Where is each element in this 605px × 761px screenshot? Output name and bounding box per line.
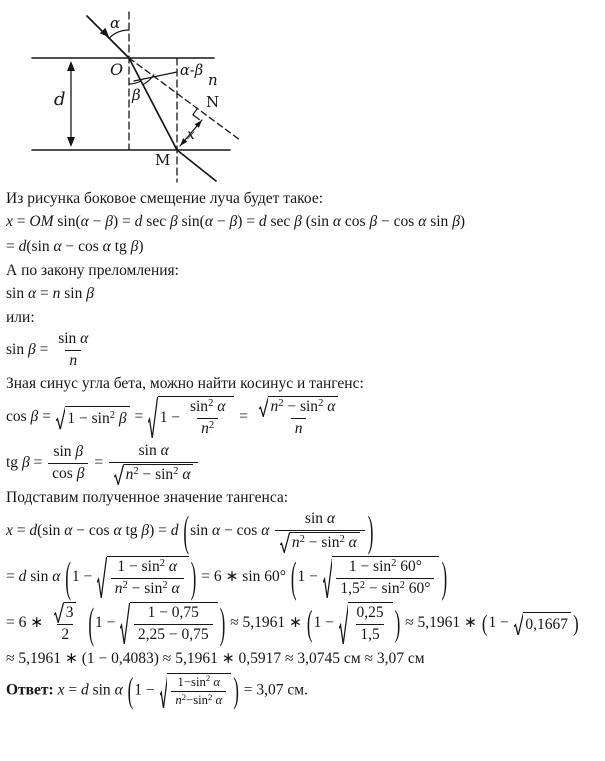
point-n-label: N <box>206 93 220 111</box>
denominator <box>134 624 213 645</box>
parenthesis: ( <box>183 507 190 556</box>
math-variable: β <box>130 238 139 256</box>
math-variable: d <box>18 568 27 586</box>
superscript: 2 <box>399 580 405 592</box>
superscript: 2 <box>208 420 215 432</box>
square-root <box>56 406 130 430</box>
square-root <box>339 602 393 645</box>
math-variable: n <box>175 692 182 707</box>
numerator <box>352 604 387 624</box>
math-text: 1 − sin <box>67 409 110 427</box>
math-variable: n <box>69 352 78 370</box>
math-text: sin <box>426 213 453 231</box>
square-root <box>114 464 194 485</box>
refractive-index-label: n <box>208 71 218 89</box>
radical-sign-icon <box>339 602 349 645</box>
math-text: = <box>38 408 55 426</box>
radical-sign-icon <box>120 602 130 645</box>
text-line: Из рисунка боковое смещение луча будет такое: <box>6 190 324 207</box>
figure-container <box>14 4 601 186</box>
math-variable: n <box>114 580 123 598</box>
text-line: Подставим полученное значение тангенса: <box>6 489 289 506</box>
numerator <box>113 558 181 578</box>
radical-sign-icon <box>323 556 333 599</box>
math-text: = 3,07 см. <box>239 681 308 699</box>
radical-sign-icon <box>97 556 107 599</box>
math-variable: d <box>29 522 38 540</box>
numerator <box>49 443 87 463</box>
formula-line <box>6 507 601 556</box>
denominator <box>356 624 383 645</box>
math-variable: α <box>212 522 221 540</box>
fraction <box>54 330 92 371</box>
math-text: cos <box>6 408 31 426</box>
text-line: или: <box>6 308 35 326</box>
fraction <box>171 675 226 709</box>
parenthesis: ( <box>481 610 488 637</box>
math-text: − <box>212 213 230 231</box>
denominator <box>65 350 81 371</box>
superscript: 2 <box>205 673 211 684</box>
fraction <box>111 558 184 599</box>
superscript: 2 <box>318 398 324 410</box>
math-variable: d <box>170 522 179 540</box>
math-text: = 6 ∗ sin 60° <box>197 568 290 586</box>
math-variable: d <box>18 238 27 256</box>
math-text: sin <box>6 285 28 303</box>
math-text: sec <box>142 213 170 231</box>
math-text: 60° <box>396 558 422 576</box>
math-variable: x <box>6 522 13 540</box>
math-text: 1 − sin <box>348 558 392 576</box>
math-text: tg <box>6 454 22 472</box>
math-text: 1 − <box>71 568 97 586</box>
denominator <box>197 418 218 439</box>
thickness-label: d <box>54 89 66 110</box>
formula-line <box>6 236 601 258</box>
math-variable: β <box>86 285 94 303</box>
math-text: = <box>235 408 252 426</box>
math-variable: β <box>169 213 178 231</box>
math-text: ≈ 5,1961 ∗ <box>226 613 306 631</box>
math-text: 1,5 <box>340 580 360 598</box>
math-variable: α <box>327 398 336 416</box>
square-root <box>54 602 76 623</box>
math-text: − sin <box>365 580 400 598</box>
math-variable: n <box>291 534 300 552</box>
math-text: − <box>88 213 106 231</box>
x-label: x <box>187 127 195 143</box>
denominator <box>171 691 226 708</box>
fraction <box>352 604 387 645</box>
math-variable: α <box>326 510 336 528</box>
math-text: 60° <box>404 580 431 598</box>
math-variable: α <box>64 522 73 540</box>
radicand <box>167 673 231 709</box>
thickness-arrowhead-down <box>67 137 75 147</box>
math-variable: β <box>75 443 84 461</box>
math-text: sin <box>190 522 213 540</box>
math-text: = <box>12 522 30 540</box>
parenthesis: ( <box>127 670 134 711</box>
right-angle-mark <box>193 108 199 119</box>
fraction <box>275 510 365 553</box>
math-text: tg <box>121 522 142 540</box>
math-text: cos <box>341 213 370 231</box>
fraction <box>336 558 434 599</box>
parenthesis: ( <box>88 599 95 648</box>
math-variable: α <box>27 285 37 303</box>
radicand <box>124 464 194 485</box>
math-text: 1 − 0,75 <box>147 604 199 621</box>
math-variable: α <box>217 398 226 416</box>
square-root <box>323 556 440 599</box>
math-variable: β <box>141 522 150 540</box>
math-text: = <box>12 213 30 231</box>
math-text: (sin <box>26 238 54 256</box>
square-root <box>160 673 232 709</box>
math-text: sin <box>58 330 81 348</box>
math-text: (sin <box>37 522 65 540</box>
math-text: = <box>29 454 47 472</box>
math-text <box>269 522 273 539</box>
formula-line <box>6 283 601 305</box>
radicand <box>64 602 77 623</box>
radicand <box>348 602 392 645</box>
parenthesis: ( <box>65 553 71 602</box>
math-text: = <box>130 408 148 426</box>
numerator <box>301 510 339 530</box>
formula-line <box>6 553 601 602</box>
radicand <box>158 396 235 439</box>
math-text: = 6 ∗ <box>6 613 48 631</box>
math-variable: n <box>125 466 134 484</box>
superscript: 2 <box>109 409 115 421</box>
math-text: ) = <box>149 522 171 540</box>
point-m-label: M <box>155 151 171 169</box>
superscript: 2 <box>208 691 213 702</box>
superscript: 2 <box>339 534 345 546</box>
parenthesis: ) <box>573 610 579 637</box>
radical-sign-icon <box>514 612 524 636</box>
square-root <box>259 396 339 417</box>
fraction <box>186 398 229 439</box>
math-variable: α <box>418 213 427 231</box>
math-variable: α <box>168 558 178 576</box>
math-variable: β <box>21 454 30 472</box>
math-text: − sin <box>304 534 340 552</box>
math-text: sin <box>6 341 28 359</box>
formula-line <box>6 670 601 711</box>
formula-line <box>6 396 601 439</box>
parenthesis: ) <box>233 670 239 711</box>
math-text: = <box>36 285 53 303</box>
math-text: sec <box>266 213 295 231</box>
denominator <box>291 418 307 439</box>
math-text: 1 − <box>134 681 159 699</box>
math-variable: α <box>332 213 342 231</box>
math-variable: α <box>52 568 61 586</box>
math-variable: β <box>229 213 238 231</box>
radical-sign-icon <box>259 396 269 417</box>
math-text: − sin <box>127 580 163 598</box>
formula-line <box>6 442 601 485</box>
math-variable: x <box>57 681 65 699</box>
math-text: − cos <box>220 522 262 540</box>
fraction <box>49 602 81 645</box>
math-text: − cos <box>377 213 419 231</box>
denominator <box>275 530 365 553</box>
formula-line <box>6 330 601 371</box>
math-variable: β <box>118 409 127 427</box>
math-text: ) <box>138 238 144 256</box>
math-text: 1 − <box>488 613 513 631</box>
math-variable: α <box>113 522 122 540</box>
radicand <box>65 406 129 430</box>
math-text: 1 − <box>159 409 184 427</box>
formula-line <box>6 211 601 233</box>
math-text: 1−sin <box>177 674 206 689</box>
math-variable: α <box>80 330 89 348</box>
math-text: sin <box>138 442 161 460</box>
denominator <box>57 624 73 645</box>
math-variable: α <box>215 692 223 707</box>
fraction <box>134 604 213 645</box>
alpha-minus-beta-leader-line <box>134 72 177 81</box>
alpha-minus-beta-label: α-β <box>180 63 204 79</box>
superscript: 2 <box>299 534 305 546</box>
denominator <box>48 463 88 484</box>
superscript: 2 <box>278 398 284 410</box>
parenthesis: ) <box>190 553 197 602</box>
parenthesis: ) <box>219 599 226 648</box>
math-variable: d <box>134 213 143 231</box>
refraction-diagram <box>14 4 264 186</box>
superscript: 2 <box>173 466 179 478</box>
math-text: = <box>90 454 107 472</box>
superscript: 2 <box>208 398 214 410</box>
math-variable: OM <box>29 213 54 231</box>
solution-lines <box>6 189 601 711</box>
numerator <box>144 604 203 624</box>
radical-sign-icon <box>280 532 290 553</box>
radical-sign-icon <box>160 673 168 709</box>
superscript: 2 <box>159 558 165 570</box>
parenthesis: ( <box>306 603 313 644</box>
denominator <box>111 578 184 599</box>
math-text: sin <box>88 681 115 699</box>
math-variable: β <box>30 408 39 426</box>
superscript: 2 <box>162 580 168 592</box>
formula-line <box>6 648 601 670</box>
math-text: 1 − <box>297 568 322 586</box>
fraction <box>254 396 344 439</box>
numerator <box>49 602 81 624</box>
math-text: sin <box>189 398 209 416</box>
math-text: 0,25 <box>356 604 384 621</box>
math-variable: α <box>171 580 180 598</box>
math-text: ) = <box>237 213 259 231</box>
math-text: sin( <box>53 213 81 231</box>
radicand <box>130 602 218 645</box>
formula-line <box>6 599 601 648</box>
square-root <box>97 556 189 599</box>
math-text: = <box>35 341 53 359</box>
beta-label: β <box>132 86 141 104</box>
parenthesis: ( <box>290 553 297 602</box>
denominator <box>109 462 199 485</box>
math-text: ) <box>459 213 466 231</box>
fraction <box>48 443 88 484</box>
numerator <box>135 442 173 462</box>
math-text: 1 − <box>313 613 338 631</box>
superscript: 2 <box>133 466 139 478</box>
math-text: − sin <box>283 398 319 416</box>
math-text: − sin <box>138 466 174 484</box>
math-text: = <box>64 681 81 699</box>
radicand <box>290 532 360 553</box>
math-text: tg <box>110 238 131 256</box>
math-variable: α <box>348 534 357 552</box>
math-variable: x <box>6 213 13 231</box>
math-text: −sin <box>186 692 209 707</box>
math-variable: α <box>102 238 111 256</box>
math-variable: α <box>213 674 221 689</box>
math-text: ) = <box>113 213 135 231</box>
math-variable: α <box>160 442 169 460</box>
radical-sign-icon <box>148 396 158 439</box>
square-root <box>514 612 571 636</box>
math-text: ≈ 5,1961 ∗ <box>401 613 481 631</box>
radicand <box>107 556 189 599</box>
math-text: sin <box>60 285 87 303</box>
math-variable: d <box>258 213 267 231</box>
math-variable: α <box>53 238 62 256</box>
superscript: 2 <box>181 691 187 702</box>
math-variable: α <box>204 213 213 231</box>
math-text: − cos <box>61 238 103 256</box>
superscript: 2 <box>122 580 128 592</box>
superscript: 2 <box>359 580 366 592</box>
math-variable: α <box>80 213 89 231</box>
math-variable: α <box>261 522 270 540</box>
square-root <box>148 396 234 439</box>
denominator <box>336 578 434 599</box>
radical-sign-icon <box>54 602 64 623</box>
math-variable: n <box>294 420 303 438</box>
math-text: = <box>6 238 19 256</box>
math-text: sin <box>26 568 53 586</box>
fraction <box>109 442 199 485</box>
radicand <box>523 612 571 636</box>
math-variable: n <box>270 398 279 416</box>
alpha-label: α <box>110 14 121 32</box>
math-text: = <box>6 568 19 586</box>
point-o-label: O <box>110 60 124 79</box>
alpha-minus-beta-angle-arc <box>143 75 154 85</box>
math-text: 2 <box>61 625 70 643</box>
math-text: 2,25 − 0,75 <box>137 625 209 643</box>
parenthesis: ) <box>441 553 448 602</box>
math-variable: β <box>294 213 302 231</box>
math-text: 3 <box>65 604 74 621</box>
numerator <box>186 398 229 418</box>
math-variable: β <box>369 213 378 231</box>
text-line: А по закону преломления: <box>6 261 179 279</box>
math-text: − cos <box>72 522 114 540</box>
math-text: cos <box>52 465 77 483</box>
radical-sign-icon <box>56 406 66 430</box>
bold-label: Ответ: <box>6 681 58 699</box>
parenthesis: ) <box>394 603 401 644</box>
numerator <box>174 675 225 691</box>
math-text: 1 − <box>95 613 120 631</box>
incident-ray <box>87 16 129 58</box>
math-text: 1 − sin <box>117 558 160 576</box>
math-text: sin <box>53 443 76 461</box>
math-variable: d <box>80 681 89 699</box>
thickness-arrowhead-up <box>67 61 75 71</box>
math-variable: β <box>27 341 36 359</box>
numerator <box>345 558 426 578</box>
math-text: ≈ 5,1961 ∗ (1 − 0,4083) ≈ 5,1961 ∗ 0,5917 ≈ 3,0745 см ≈ 3,07 см <box>6 649 425 667</box>
math-text: sin <box>304 510 327 528</box>
parenthesis: ) <box>367 507 374 556</box>
beta-angle-arc <box>129 81 141 84</box>
numerator <box>54 330 92 350</box>
superscript: 2 <box>391 558 397 570</box>
radicand <box>332 556 439 599</box>
math-text: sin( <box>177 213 205 231</box>
math-variable: β <box>452 213 460 231</box>
square-root <box>280 532 360 553</box>
math-variable: α <box>182 466 191 484</box>
radical-sign-icon <box>114 464 124 485</box>
text-line: Зная синус угла бета, можно найти косинус и тангенс: <box>6 375 364 392</box>
math-variable: n <box>201 420 209 438</box>
math-text: (sin <box>301 213 333 231</box>
math-variable: n <box>52 285 61 303</box>
square-root <box>120 602 217 645</box>
math-variable: α <box>114 681 123 699</box>
radicand <box>268 396 338 417</box>
math-text: 0,1667 <box>525 615 569 633</box>
numerator <box>254 396 344 418</box>
math-variable: β <box>76 465 85 483</box>
math-variable: β <box>105 213 113 231</box>
math-text: 1,5 <box>360 625 380 643</box>
